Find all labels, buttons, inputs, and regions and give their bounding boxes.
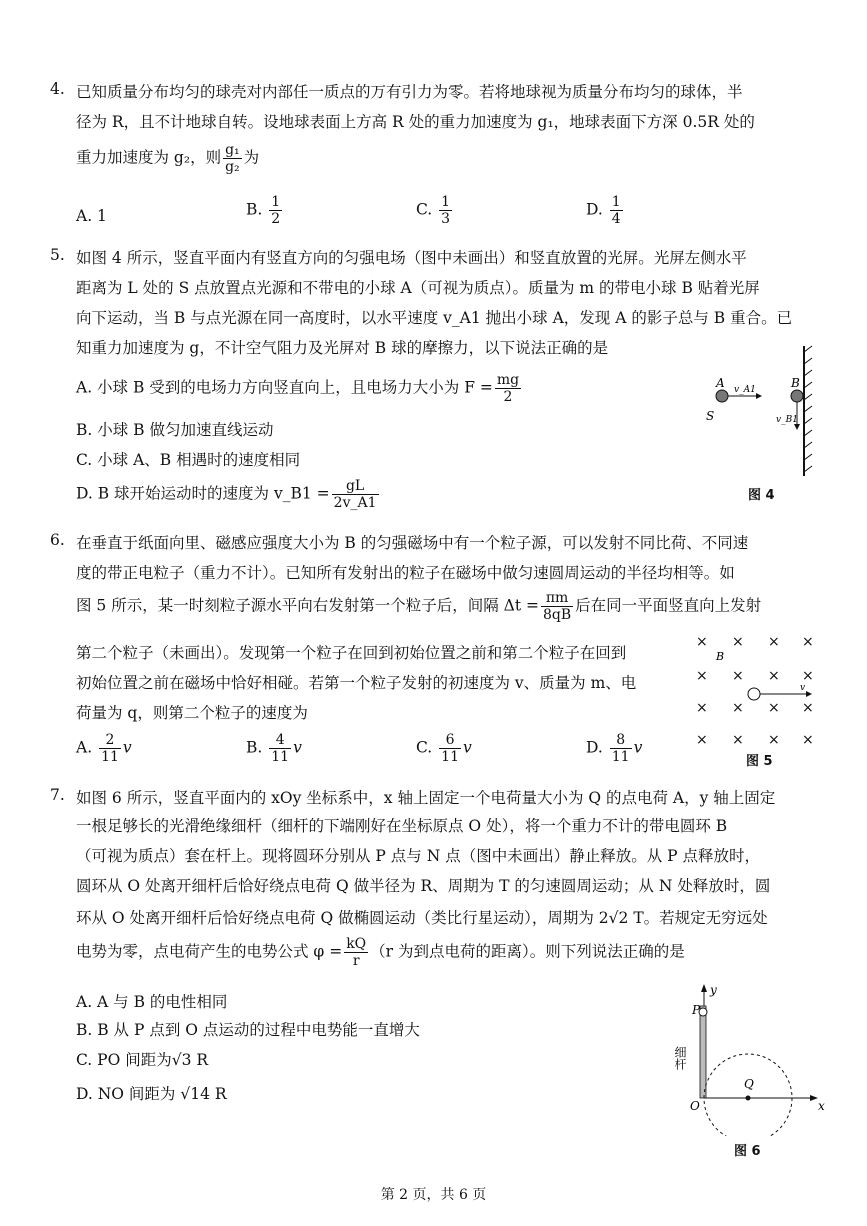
svg-text:B: B	[791, 376, 800, 390]
q4-line1: 已知质量分布均匀的球壳对内部任一质点的万有引力为零。若将地球视为质量分布均匀的球体，半	[76, 83, 743, 101]
q7-line5: 环从 O 处离开细杆后恰好绕点电荷 Q 做椭圆运动（类比行星运动），周期为 2√2 T。若规定无穷远处	[76, 909, 768, 927]
q6-option-d: D. $\frac{8}{11}$ v	[586, 732, 643, 765]
q7-option-b: B. B 从 P 点到 O 点运动的过程中电势能一直增大	[76, 1021, 420, 1039]
q5-line3: 向下运动，当 B 与点光源在同一高度时，以水平速度 v_A1 抛出小球 A，发现 A 的影子总与 B 重合。已	[76, 309, 793, 327]
svg-text:×: ×	[696, 700, 708, 716]
figure-5-caption: 图 5	[746, 754, 773, 769]
q6-option-a: A. $\frac{2}{11}$ v	[76, 732, 132, 765]
svg-text:y: y	[710, 983, 717, 997]
q6-number: 6.	[50, 531, 65, 549]
svg-text:×: ×	[802, 700, 814, 716]
q7-option-a: A. A 与 B 的电性相同	[76, 993, 228, 1011]
svg-text:×: ×	[802, 668, 814, 684]
q5-option-c: C. 小球 A、B 相遇时的速度相同	[76, 451, 301, 469]
figure-4-caption: 图 4	[748, 488, 775, 503]
q7-line1: 如图 6 所示，竖直平面内的 xOy 坐标系中，x 轴上固定一个电荷量大小为 Q 的点电荷 A，y 轴上固定	[76, 789, 776, 807]
charge-q	[746, 1096, 751, 1101]
q5-line2: 距离为 L 处的 S 点放置点光源和不带电的小球 A（可视为质点）。质量为 m 的带电小球 B 贴着光屏	[76, 279, 760, 297]
svg-text:×: ×	[696, 732, 708, 748]
svg-text:×: ×	[768, 634, 780, 650]
svg-text:×: ×	[802, 634, 814, 650]
q7-number: 7.	[50, 786, 65, 804]
q5-option-a: A. 小球 B 受到的电场力方向竖直向上，且电场力大小为 F = $\frac{mg}{2}$	[76, 372, 520, 405]
figure-6-caption: 图 6	[734, 1144, 761, 1159]
q7-line3: （可视为质点）套在杆上。现将圆环分别从 P 点与 N 点（图中未画出）静止释放。从 P 点释放时，	[76, 847, 760, 865]
q5-number: 5.	[50, 246, 65, 264]
svg-text:P: P	[692, 1003, 701, 1017]
svg-text:B: B	[716, 650, 725, 663]
svg-text:×: ×	[732, 700, 744, 716]
q4-ratio: $\frac{\text{g₁}}{\text{g₂}}$	[225, 142, 240, 175]
q6-option-b: B. $\frac{4}{11}$ v	[246, 732, 302, 765]
svg-text:×: ×	[802, 732, 814, 748]
q6-option-c: C. $\frac{6}{11}$ v	[416, 732, 472, 765]
svg-text:S: S	[706, 409, 715, 423]
svg-text:×: ×	[768, 732, 780, 748]
svg-text:细杆: 细杆	[673, 1046, 687, 1070]
q7-option-d: D. NO 间距为 √14 R	[76, 1085, 227, 1103]
q5-option-d: D. B 球开始运动时的速度为 v_B1 = $\frac{gL}{2v\_A1}$	[76, 478, 377, 511]
ring-p	[699, 1008, 707, 1016]
q6-line4: 第二个粒子（未画出）。发现第一个粒子在回到初始位置之前和第二个粒子在回到	[76, 644, 627, 662]
figure-5	[690, 632, 820, 750]
q6-line3: 图 5 所示，某一时刻粒子源水平向右发射第一个粒子后，间隔 Δt = $\frac{\pi m}{8qB}$ 后在同一平面竖直向上发射	[76, 590, 762, 623]
svg-text:×: ×	[696, 668, 708, 684]
q5-line1: 如图 4 所示，竖直平面内有竖直方向的匀强电场（图中未画出）和竖直放置的光屏。光屏左侧水平	[76, 249, 747, 267]
svg-text:×: ×	[732, 732, 744, 748]
ball-a	[716, 390, 728, 402]
q6-line2: 度的带正电粒子（重力不计）。已知所有发射出的粒子在磁场中做匀速圆周运动的半径均相等。如	[76, 564, 735, 582]
figure-6	[670, 982, 830, 1136]
q5-option-b: B. 小球 B 做匀加速直线运动	[76, 421, 274, 439]
q4-option-d: D. $\frac{1}{4}$	[586, 194, 621, 227]
svg-text:×: ×	[768, 668, 780, 684]
svg-text:v: v	[800, 683, 806, 693]
ball-b	[791, 390, 803, 402]
q5-line4: 知重力加速度为 g，不计空气阻力及光屏对 B 球的摩擦力，以下说法正确的是	[76, 339, 609, 357]
q4-option-c: C. $\frac{1}{3}$	[416, 194, 451, 227]
q4-line2: 径为 R，且不计地球自转。设地球表面上方高 R 处的重力加速度为 g₁，地球表面下方深 0.5R 处的	[76, 113, 755, 131]
rod	[700, 1006, 706, 1098]
q7-option-c: C. PO 间距为√3 R	[76, 1051, 209, 1069]
svg-text:×: ×	[768, 700, 780, 716]
q4-number: 4.	[50, 80, 65, 98]
q4-line3-text: 重力加速度为 g₂，则	[76, 148, 222, 167]
q7-line4: 圆环从 O 处离开细杆后恰好绕点电荷 Q 做半径为 R、周期为 T 的匀速圆周运动；从 N 处释放时，圆	[76, 877, 771, 895]
svg-text:v_A1: v_A1	[734, 385, 756, 395]
svg-text:Q: Q	[744, 1077, 754, 1091]
q4-option-a: A. 1	[76, 207, 107, 225]
q6-line1: 在垂直于纸面向里、磁感应强度大小为 B 的匀强磁场中有一个粒子源，可以发射不同比荷、不同速	[76, 534, 749, 552]
svg-text:A: A	[716, 376, 725, 390]
svg-text:×: ×	[732, 634, 744, 650]
q6-line6: 荷量为 q，则第二个粒子的速度为	[76, 704, 308, 722]
q4-option-b: B. $\frac{1}{2}$	[246, 194, 281, 227]
svg-text:v_B1: v_B1	[776, 415, 798, 425]
svg-text:×: ×	[696, 634, 708, 650]
svg-text:×: ×	[732, 668, 744, 684]
svg-text:O: O	[690, 1099, 700, 1113]
q4-line3: 重力加速度为 g₂，则 $\frac{\text{g₁}}{\text{g₂}}$ 为	[76, 142, 260, 175]
particle-source	[748, 688, 760, 700]
q6-line5: 初始位置之前在磁场中恰好相碰。若第一个粒子发射的初速度为 v、质量为 m、电	[76, 674, 637, 692]
svg-text:x: x	[818, 1099, 825, 1113]
orbit	[704, 1054, 792, 1136]
q7-line6: 电势为零，点电荷产生的电势公式 φ = $\frac{kQ}{r}$ （r 为到点电荷的距离）。则下列说法正确的是	[76, 936, 685, 969]
figure-4	[700, 342, 830, 482]
q7-line2: 一根足够长的光滑绝缘细杆（细杆的下端刚好在坐标原点 O 处），将一个重力不计的带电圆环 B	[76, 817, 728, 835]
page-footer: 第 2 页，共 6 页	[380, 1187, 487, 1203]
